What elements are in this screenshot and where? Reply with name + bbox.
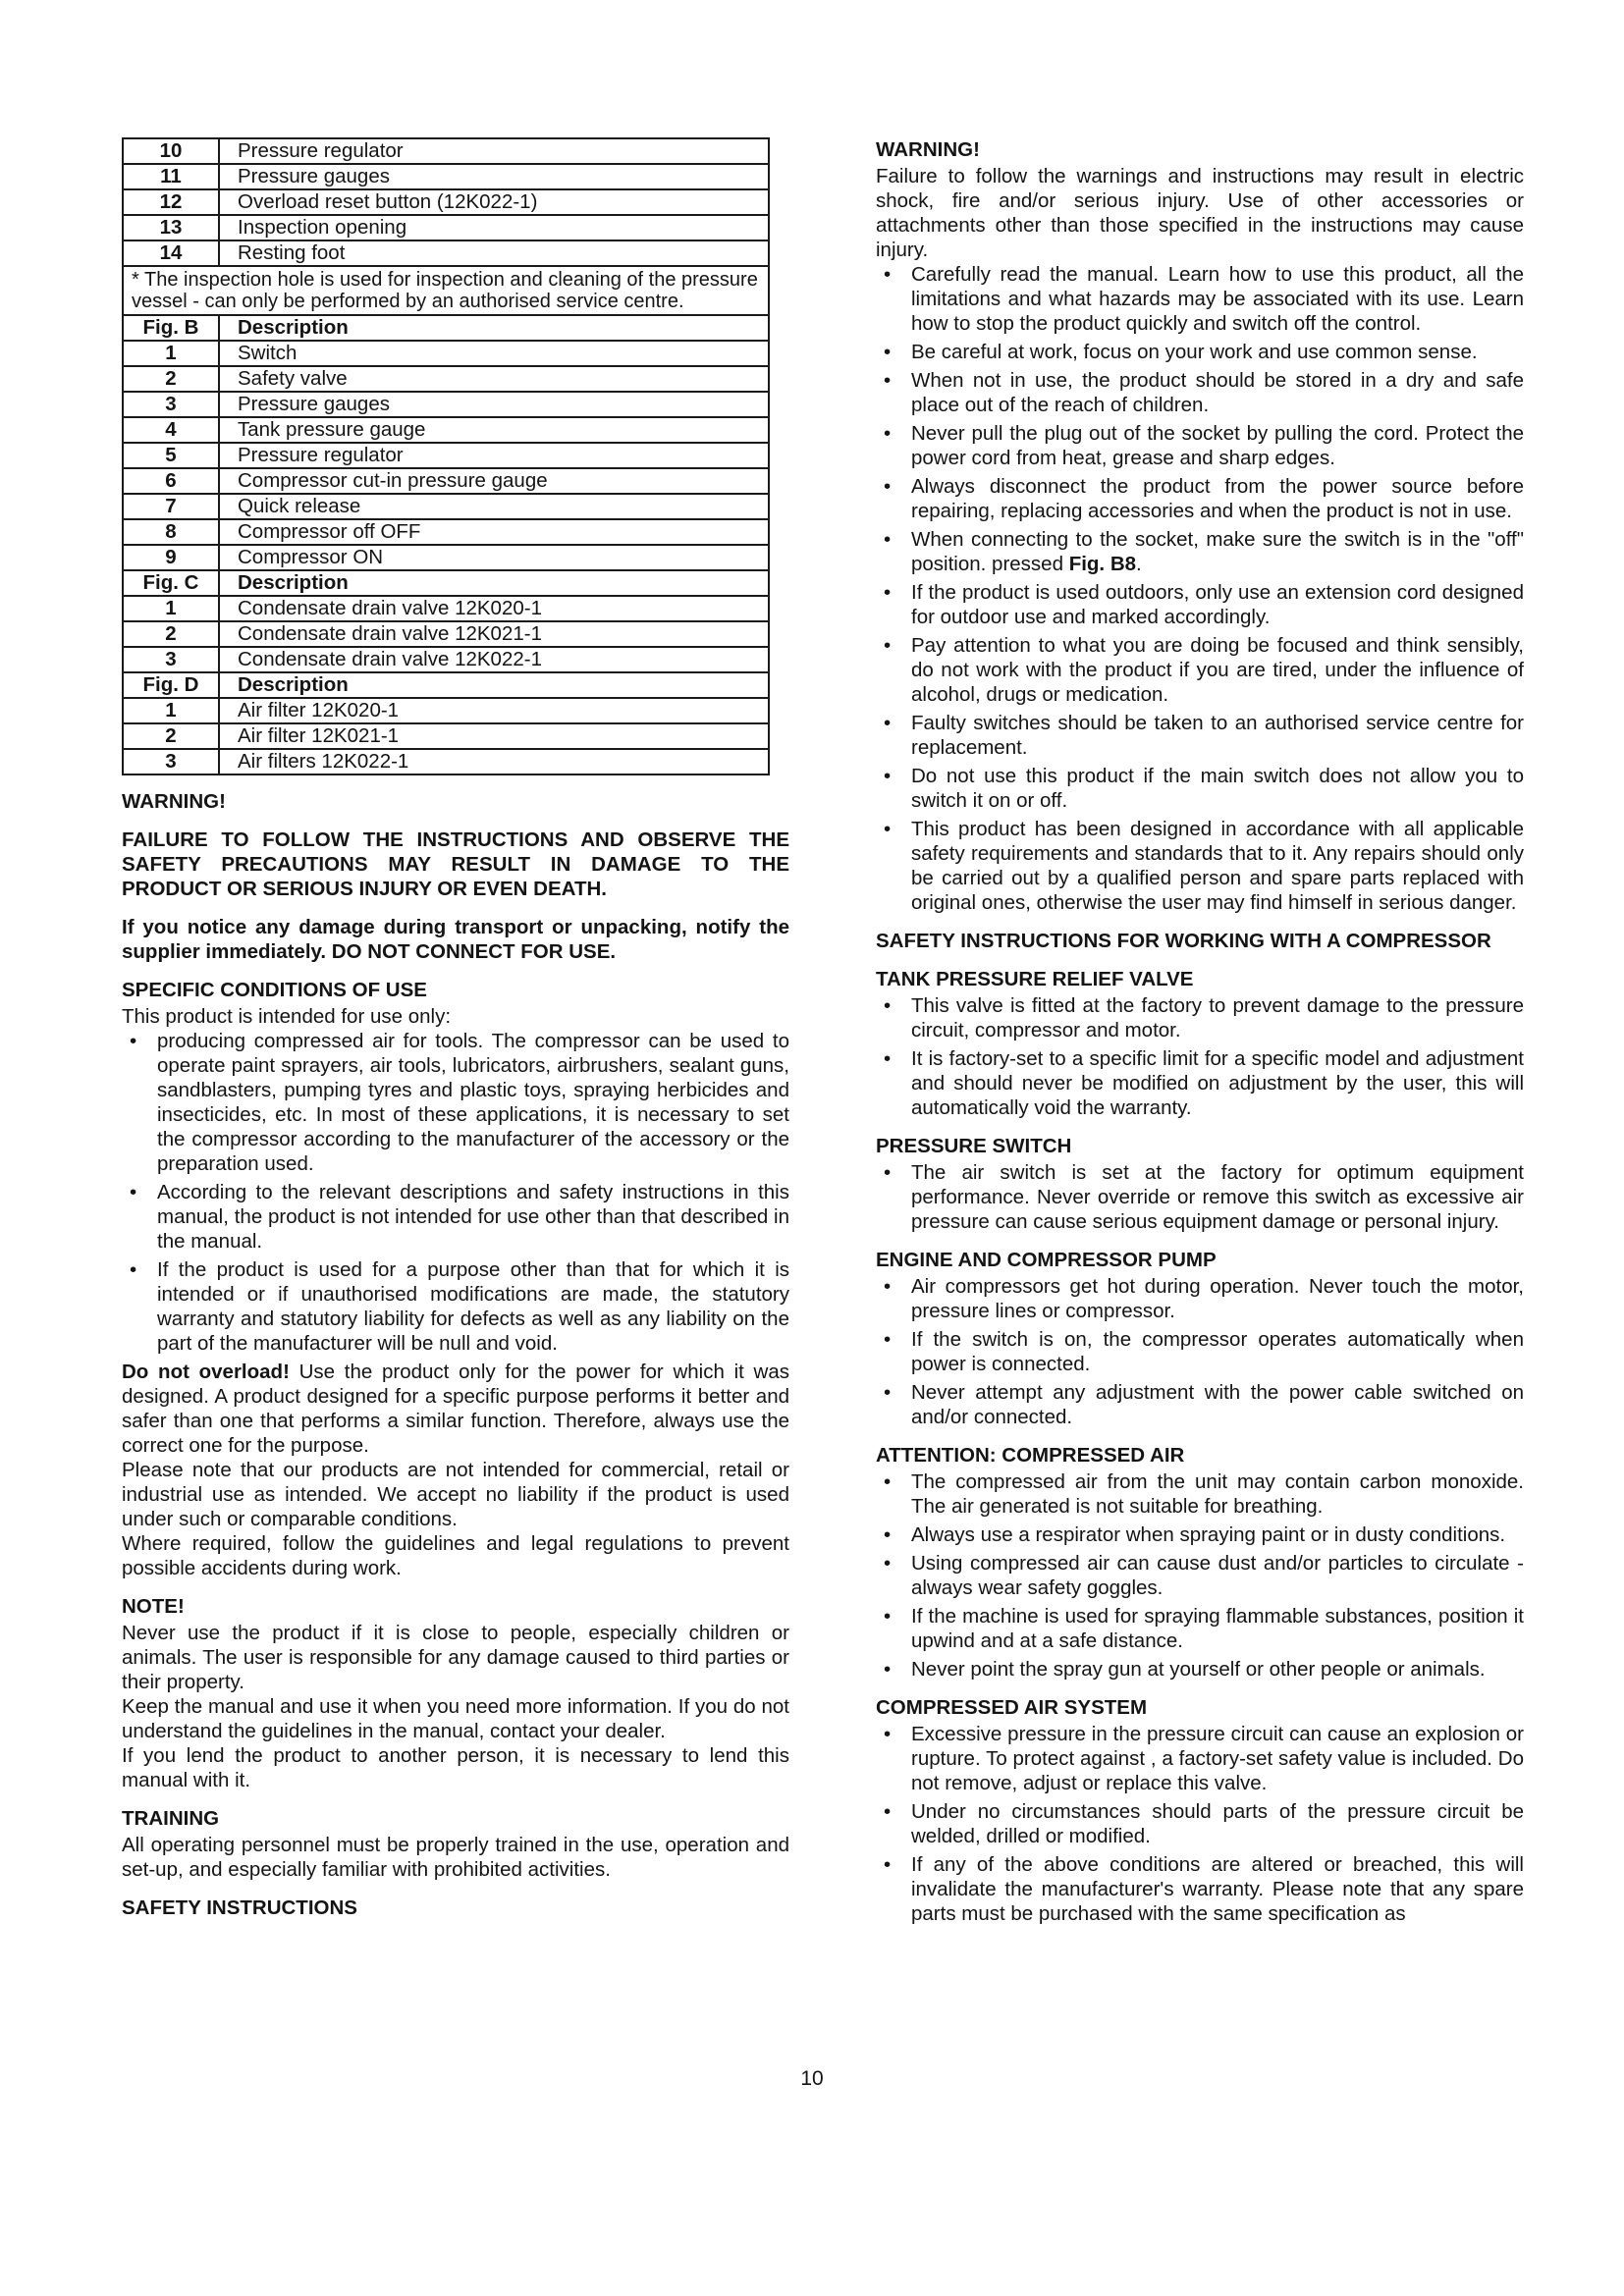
list-item-text: Faulty switches should be taken to an authorised service centre for replacement. [911, 712, 1524, 759]
guidelines-paragraph: Where required, follow the guidelines and legal regulations to prevent possible accidents during work. [122, 1532, 789, 1579]
list-item-text: The air switch is set at the factory for optimum equipment performance. Never override or remove this switch as excessive air pressure can cause serious equipment damage or personal injury. [911, 1161, 1524, 1233]
item-description: Description [219, 672, 769, 698]
list-item [876, 340, 1524, 364]
right-column [876, 137, 1524, 1930]
damage-notice: If you notice any damage during transport or unpacking, notify the supplier immediately. DO NOT CONNECT FOR USE. [122, 916, 789, 963]
table-row [123, 417, 769, 443]
item-number: 3 [123, 647, 219, 672]
overload-text: Use the product only for the power for which it was designed. A product designed for a specific purpose performs it better and safer than one that performs a similar function. Therefore, always use the correct one for the purpose. [122, 1361, 790, 1457]
item-number: 1 [123, 341, 219, 366]
item-description: Air filter 12K020-1 [219, 698, 769, 723]
item-description: Compressor off OFF [219, 519, 769, 545]
note-paragraph-1: Never use the product if it is close to people, especially children or animals. The user is responsible for any damage caused to third parties or their property. [122, 1622, 789, 1693]
list-item-text: Carefully read the manual. Learn how to use this product, all the limitations and what hazards may be associated with its use. Learn how to stop the product quickly and switch off the control. [911, 263, 1524, 335]
table-row [123, 519, 769, 545]
note-paragraph-3: If you lend the product to another person, it is necessary to lend this manual with it. [122, 1744, 789, 1791]
item-description: Compressor ON [219, 545, 769, 570]
overload-bold: Do not overload! [122, 1361, 290, 1383]
safety-instructions-heading: SAFETY INSTRUCTIONS [122, 1896, 357, 1919]
compressed-air-bullets [876, 1469, 1524, 1682]
bullet-icon: • [884, 369, 892, 392]
item-number: 11 [123, 164, 219, 189]
list-item-text: Never point the spray gun at yourself or other people or animals. [911, 1658, 1486, 1681]
item-description: Resting foot [219, 240, 769, 266]
engine-pump-heading: ENGINE AND COMPRESSOR PUMP [876, 1249, 1217, 1271]
list-item-text: When not in use, the product should be stored in a dry and safe place out of the reach of children. [911, 369, 1524, 416]
list-item [876, 1551, 1524, 1600]
item-number: Fig. D [123, 672, 219, 698]
item-description: Overload reset button (12K022-1) [219, 189, 769, 215]
table-note-row [123, 266, 769, 315]
list-item [122, 1257, 789, 1356]
specific-bullets [122, 1029, 789, 1356]
list-item-text: Under no circumstances should parts of the pressure circuit be welded, drilled or modified. [911, 1800, 1524, 1847]
bullet-icon: • [130, 1030, 137, 1052]
list-item-text: According to the relevant descriptions and safety instructions in this manual, the product is not intended for use other than that described in the manual. [157, 1181, 789, 1253]
bullet-icon: • [884, 1552, 892, 1575]
note-heading: NOTE! [122, 1595, 185, 1618]
note-paragraph-2: Keep the manual and use it when you need more information. If you do not understand the guidelines in the manual, contact your dealer. [122, 1695, 789, 1742]
item-description: Description [219, 315, 769, 341]
bullet-icon: • [884, 422, 892, 445]
engine-pump-bullets [876, 1274, 1524, 1429]
bullet-icon: • [884, 1470, 892, 1493]
list-item-text: It is factory-set to a specific limit for a specific model and adjustment and should never be modified on adjustment by the user, this will automatically void the warranty. [911, 1047, 1524, 1119]
item-description: Condensate drain valve 12K022-1 [219, 647, 769, 672]
table-row [123, 596, 769, 621]
item-number: Fig. C [123, 570, 219, 596]
list-item-text: Do not use this product if the main switch does not allow you to switch it on or off. [911, 765, 1524, 812]
list-item [876, 817, 1524, 915]
pressure-switch-bullets [876, 1160, 1524, 1234]
socket-fig-ref: Fig. B8 [1068, 553, 1137, 575]
bullet-icon: • [884, 1275, 892, 1298]
page-number: 10 [800, 2067, 824, 2090]
bullet-icon: • [884, 1605, 892, 1628]
list-item-text: Always disconnect the product from the power source before repairing, replacing accessories and when the product is not in use. [911, 475, 1524, 522]
bullet-icon: • [884, 634, 892, 657]
item-number: 9 [123, 545, 219, 570]
pressure-switch-heading: PRESSURE SWITCH [876, 1135, 1072, 1157]
compressed-air-heading: ATTENTION: COMPRESSED AIR [876, 1444, 1185, 1467]
parts-table [122, 137, 770, 775]
list-item-text: If the product is used outdoors, only use an extension cord designed for outdoor use and marked accordingly. [911, 581, 1524, 628]
item-description: Pressure gauges [219, 392, 769, 417]
item-number: 1 [123, 698, 219, 723]
list-item [876, 711, 1524, 760]
item-description: Inspection opening [219, 215, 769, 240]
bullet-icon: • [884, 765, 892, 787]
list-item [876, 1046, 1524, 1120]
general-safety-bullets [876, 262, 1524, 523]
warning-paragraph: Failure to follow the warnings and instructions may result in electric shock, fire and/or serious injury. Use of other accessories or attachments other than those specified in the instructions may cause injury. [876, 165, 1524, 261]
table-header-row [123, 672, 769, 698]
table-row [123, 723, 769, 749]
table-row [123, 647, 769, 672]
item-number: 3 [123, 749, 219, 774]
item-description: Description [219, 570, 769, 596]
left-column [122, 137, 789, 1922]
bullet-icon: • [884, 1800, 892, 1823]
warning-heading-right: WARNING! [876, 138, 980, 161]
list-item-text: The compressed air from the unit may contain carbon monoxide. The air generated is not suitable for breathing. [911, 1470, 1524, 1518]
table-row [123, 138, 769, 164]
bullet-icon: • [884, 581, 892, 604]
specific-intro: This product is intended for use only: [122, 1005, 452, 1028]
list-item-text: This valve is fitted at the factory to prevent damage to the pressure circuit, compressor and motor. [911, 994, 1524, 1041]
list-item-text: If the product is used for a purpose other than that for which it is intended or if unauthorised modifications are made, the statutory warranty and statutory liability for defects as well as any liability on the part of the manufacturer will be null and void. [157, 1258, 789, 1355]
bullet-icon: • [884, 1853, 892, 1876]
item-description: Tank pressure gauge [219, 417, 769, 443]
table-row [123, 443, 769, 468]
socket-text: When connecting to the socket, make sure the switch is in the "off" position. pressed [911, 528, 1524, 575]
socket-end: . [1136, 553, 1142, 575]
bullet-icon: • [884, 1161, 892, 1184]
relief-valve-heading: TANK PRESSURE RELIEF VALVE [876, 968, 1194, 990]
list-item [876, 993, 1524, 1042]
list-item-text: producing compressed air for tools. The compressor can be used to operate paint sprayers, air tools, lubricators, airbrushers, sealant guns, sandblasters, pumping tyres and plastic toys, spraying herbicides and insecticides, etc. In most of these applications, it is necessary to set the compressor according to the manufacturer of the accessory or the preparation used. [157, 1030, 789, 1175]
bullet-icon: • [884, 341, 892, 363]
table-row [123, 621, 769, 647]
item-number: 14 [123, 240, 219, 266]
list-item-text: Air compressors get hot during operation. Never touch the motor, pressure lines or compressor. [911, 1275, 1524, 1322]
list-item-text: Always use a respirator when spraying paint or in dusty conditions. [911, 1523, 1506, 1546]
item-description: Pressure regulator [219, 138, 769, 164]
list-item [876, 1160, 1524, 1234]
list-item-text: Using compressed air can cause dust and/or particles to circulate - always wear safety goggles. [911, 1552, 1524, 1599]
list-item [876, 1799, 1524, 1848]
item-number: 3 [123, 392, 219, 417]
list-item [876, 633, 1524, 707]
item-description: Compressor cut-in pressure gauge [219, 468, 769, 494]
item-number: 2 [123, 723, 219, 749]
item-description: Quick release [219, 494, 769, 519]
list-item [876, 1604, 1524, 1653]
bullet-icon: • [130, 1258, 137, 1281]
bullet-icon: • [884, 528, 892, 551]
item-number: 13 [123, 215, 219, 240]
list-item-text: If the switch is on, the compressor operates automatically when power is connected. [911, 1328, 1524, 1375]
list-item [876, 764, 1524, 813]
list-item [876, 527, 1524, 576]
training-paragraph: All operating personnel must be properly trained in the use, operation and set-up, and especially familiar with prohibited activities. [122, 1834, 789, 1881]
list-item [122, 1180, 789, 1254]
table-row [123, 215, 769, 240]
bullet-icon: • [884, 818, 892, 840]
list-item-text: If any of the above conditions are altered or breached, this will invalidate the manufacturer's warranty. Please note that any spare parts must be purchased with the same specification as [911, 1853, 1524, 1925]
bullet-icon: • [884, 475, 892, 498]
warning-heading-left: WARNING! [122, 790, 226, 813]
list-item [876, 1852, 1524, 1926]
compressor-safety-heading: SAFETY INSTRUCTIONS FOR WORKING WITH A COMPRESSOR [876, 930, 1491, 952]
table-row [123, 494, 769, 519]
list-item [876, 1722, 1524, 1795]
bullet-icon: • [884, 1328, 892, 1351]
air-system-heading: COMPRESSED AIR SYSTEM [876, 1696, 1148, 1719]
general-safety-bullets-2 [876, 580, 1524, 915]
item-description: Pressure regulator [219, 443, 769, 468]
item-number: 12 [123, 189, 219, 215]
table-note: * The inspection hole is used for inspection and cleaning of the pressure vessel - can only be performed by an authorised service centre. [123, 266, 769, 315]
list-item [876, 421, 1524, 470]
list-item-text: Excessive pressure in the pressure circuit can cause an explosion or rupture. To protect against , a factory-set safety value is included. Do not remove, adjust or replace this valve. [911, 1723, 1524, 1794]
bullet-icon: • [884, 1047, 892, 1070]
commercial-paragraph: Please note that our products are not intended for commercial, retail or industrial use as intended. We accept no liability if the product is used under such or comparable conditions. [122, 1459, 789, 1530]
bullet-icon: • [884, 263, 892, 286]
list-item [876, 1657, 1524, 1682]
relief-valve-bullets [876, 993, 1524, 1120]
item-description: Safety valve [219, 366, 769, 392]
item-number: 1 [123, 596, 219, 621]
table-row [123, 545, 769, 570]
training-heading: TRAINING [122, 1807, 220, 1830]
list-item-text: This product has been designed in accordance with all applicable safety requirements and standards that to it. Any repairs should only be carried out by a qualified person and spare parts replaced with original ones, otherwise the user may find himself in serious danger. [911, 818, 1524, 914]
item-number: 2 [123, 366, 219, 392]
list-item-text: Be careful at work, focus on your work and use common sense. [911, 341, 1478, 363]
item-description: Pressure gauges [219, 164, 769, 189]
overload-paragraph [122, 1360, 789, 1458]
item-number: Fig. B [123, 315, 219, 341]
table-row [123, 698, 769, 723]
table-row [123, 341, 769, 366]
list-item [876, 1327, 1524, 1376]
item-number: 5 [123, 443, 219, 468]
table-row [123, 366, 769, 392]
item-number: 8 [123, 519, 219, 545]
list-item-text: Never pull the plug out of the socket by pulling the cord. Protect the power cord from heat, grease and sharp edges. [911, 422, 1524, 469]
list-item-text: If the machine is used for spraying flammable substances, position it upwind and at a safe distance. [911, 1605, 1524, 1652]
item-number: 7 [123, 494, 219, 519]
bullet-icon: • [884, 712, 892, 734]
table-row [123, 164, 769, 189]
specific-conditions-heading: SPECIFIC CONDITIONS OF USE [122, 979, 427, 1001]
table-row [123, 189, 769, 215]
table-header-row [123, 570, 769, 596]
table-row [123, 392, 769, 417]
list-item [876, 368, 1524, 417]
table-row [123, 240, 769, 266]
warning-caps-text: FAILURE TO FOLLOW THE INSTRUCTIONS AND OBSERVE THE SAFETY PRECAUTIONS MAY RESULT IN DAMAGE TO THE PRODUCT OR SERIOUS INJURY OR EVEN DEATH. [122, 828, 789, 900]
list-item [876, 262, 1524, 336]
item-description: Switch [219, 341, 769, 366]
bullet-icon: • [884, 1523, 892, 1546]
bullet-icon: • [884, 994, 892, 1017]
list-item-text: Never attempt any adjustment with the power cable switched on and/or connected. [911, 1381, 1524, 1428]
item-number: 2 [123, 621, 219, 647]
list-item [876, 580, 1524, 629]
item-description: Air filters 12K022-1 [219, 749, 769, 774]
bullet-icon: • [884, 1658, 892, 1681]
list-item [876, 1522, 1524, 1547]
list-item [122, 1029, 789, 1176]
item-description: Condensate drain valve 12K020-1 [219, 596, 769, 621]
air-system-bullets [876, 1722, 1524, 1926]
list-item [876, 1469, 1524, 1519]
item-number: 6 [123, 468, 219, 494]
list-item-text: Pay attention to what you are doing be focused and think sensibly, do not work with the product if you are tired, under the influence of alcohol, drugs or medication. [911, 634, 1524, 706]
bullet-icon: • [130, 1181, 137, 1203]
socket-bullet-list [876, 527, 1524, 576]
list-item [876, 474, 1524, 523]
table-row [123, 749, 769, 774]
table-row [123, 468, 769, 494]
item-number: 10 [123, 138, 219, 164]
item-number: 4 [123, 417, 219, 443]
item-description: Air filter 12K021-1 [219, 723, 769, 749]
bullet-icon: • [884, 1723, 892, 1745]
bullet-icon: • [884, 1381, 892, 1404]
table-header-row [123, 315, 769, 341]
list-item [876, 1274, 1524, 1323]
list-item [876, 1380, 1524, 1429]
item-description: Condensate drain valve 12K021-1 [219, 621, 769, 647]
